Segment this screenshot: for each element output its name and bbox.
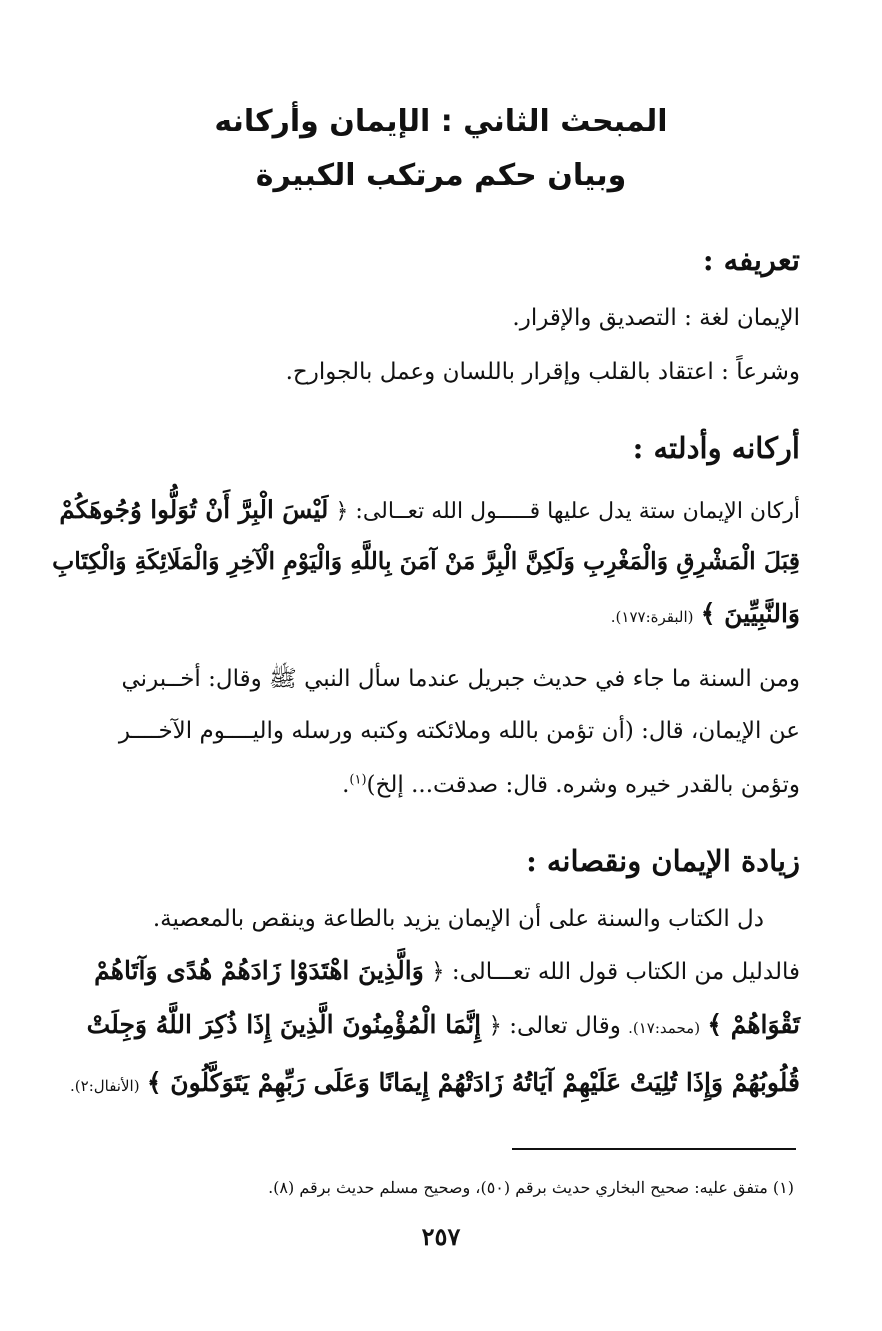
increase-line-3: [87, 1010, 800, 1039]
quran-verse: وَالَّذِينَ اهْتَدَوْا زَادَهُمْ هُدًى وَآتَاهُمْ: [94, 956, 424, 985]
footnote-divider: [512, 1148, 796, 1150]
quran-verse: إِنَّمَا الْمُؤْمِنُونَ الَّذِينَ إِذَا ذُكِرَ اللَّهُ وَجِلَتْ: [86, 1010, 482, 1039]
quran-verse-line-2: قِبَلَ الْمَشْرِقِ وَالْمَغْرِبِ وَلَكِنَّ الْبِرَّ مَنْ آمَنَ بِاللَّهِ وَالْيَوْمِ الْآخِرِ وَالْمَلَائِكَةِ وَالْكِتَابِ: [52, 547, 800, 575]
quran-verse-end: تَقْوَاهُمْ ﴾: [707, 1010, 800, 1039]
sunnah-text: وتؤمن بالقدر خيره وشره. قال: صدقت... إلخ): [366, 772, 800, 798]
footnote: (١) متفق عليه: صحيح البخاري حديث برقم (٥٠)، وصحيح مسلم حديث برقم (٨).: [268, 1178, 794, 1197]
chapter-title-line-2: وبيان حكم مرتكب الكبيرة: [255, 158, 627, 193]
verse-reference: (محمد:١٧).: [628, 1019, 701, 1037]
verse-reference: (البقرة:١٧٧).: [610, 608, 694, 626]
sunnah-line-2: عن الإيمان، قال: (أن تؤمن بالله وملائكته وكتبه ورسله واليــــوم الآخــــر: [118, 718, 800, 744]
sunnah-line-3: [342, 772, 800, 798]
definition-sharia: وشرعاً : اعتقاد بالقلب وإقرار باللسان وعمل بالجوارح.: [285, 359, 800, 385]
sunnah-end: .: [342, 772, 350, 798]
sunnah-line-1: ومن السنة ما جاء في حديث جبريل عندما سأل النبي ﷺ وقال: أخــبرني: [121, 666, 800, 692]
definition-heading: تعريفه :: [702, 243, 800, 277]
quran-verse: قُلُوبُهُمْ وَإِذَا تُلِيَتْ عَلَيْهِمْ آيَاتُهُ زَادَتْهُمْ إِيمَانًا وَعَلَى رَبِّهِمْ يَتَوَكَّلُونَ ﴾: [146, 1068, 800, 1097]
page-number: ٢٥٧: [421, 1222, 461, 1251]
increase-intro-text: فالدليل من الكتاب قول الله تعـــالى: ﴿: [431, 959, 800, 985]
increase-line-2: [94, 956, 800, 985]
increase-line-4: [70, 1068, 800, 1097]
pillars-line-1: [59, 495, 800, 524]
pillars-line-3: [611, 599, 800, 628]
definition-language: الإيمان لغة : التصديق والإقرار.: [512, 305, 800, 331]
chapter-title-line-1: المبحث الثاني : الإيمان وأركانه: [214, 104, 668, 139]
pillars-heading: أركانه وأدلته :: [632, 431, 800, 465]
footnote-marker: (١): [349, 772, 367, 788]
quran-verse-end: وَالنَّبِيِّينَ ﴾: [700, 599, 800, 628]
verse-reference: (الأنفال:٢).: [70, 1077, 140, 1095]
increase-line-1: دل الكتاب والسنة على أن الإيمان يزيد بالطاعة وينقص بالمعصية.: [152, 906, 764, 932]
increase-said-text: وقال تعالى: ﴿: [488, 1013, 621, 1039]
pillars-intro-text: أركان الإيمان ستة يدل عليها قـــــول الله تعــالى: ﴿: [335, 499, 800, 524]
increase-heading: زيادة الإيمان ونقصانه :: [526, 844, 800, 878]
quran-verse: لَيْسَ الْبِرَّ أَنْ تُوَلُّوا وُجُوهَكُمْ: [59, 495, 329, 524]
